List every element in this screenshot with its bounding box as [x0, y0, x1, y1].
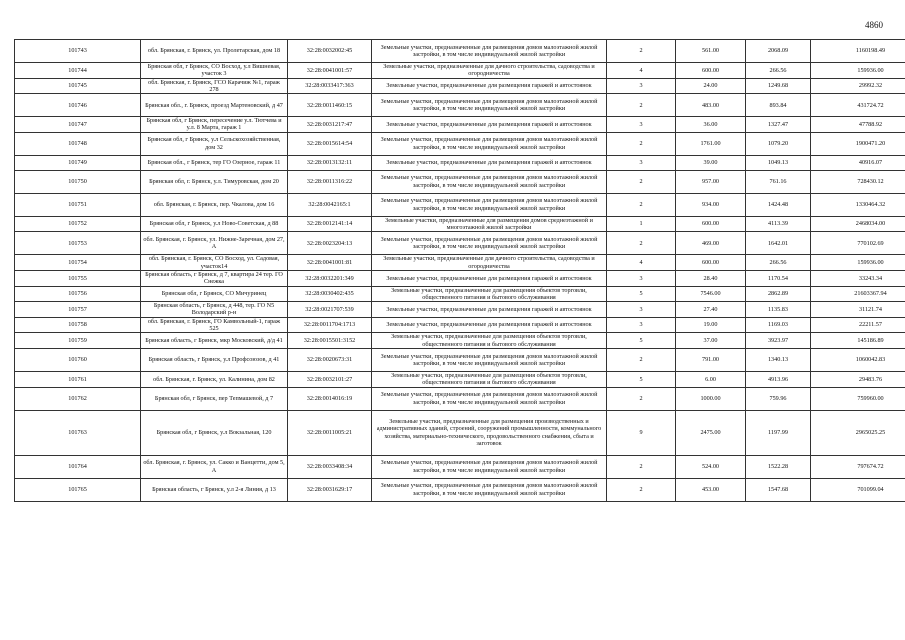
specific-value-cell: 2862.89	[746, 286, 811, 302]
area-cell: 791.00	[676, 348, 746, 371]
group-cell: 2	[607, 478, 676, 501]
area-cell: 37.00	[676, 333, 746, 349]
group-cell: 3	[607, 155, 676, 170]
address-cell: Брянская область, г Брянск, у.л Профсоюзов, д 41	[141, 348, 288, 371]
group-cell: 3	[607, 270, 676, 286]
cadastral-value-cell: 29483.76	[811, 371, 905, 387]
cadastral-value-cell: 797674.72	[811, 455, 905, 478]
specific-value-cell: 759.96	[746, 387, 811, 410]
table-row	[15, 155, 905, 170]
area-cell: 483.00	[676, 94, 746, 117]
record-id-cell: 101761	[15, 371, 141, 387]
land-use-cell: Земельные участки, предназначенные для размещения домов малоэтажной жилой застройки, в том числе индивидуальной жилой застройки	[372, 193, 607, 216]
cadastral-value-cell: 22211.57	[811, 317, 905, 333]
table-row	[15, 63, 905, 79]
cadastral-number-cell: 32:28:0013132:11	[288, 155, 372, 170]
cadastral-value-cell: 21603367.94	[811, 286, 905, 302]
land-use-cell: Земельные участки, предназначенные для дачного строительства, садоводства и огородничества	[372, 255, 607, 271]
table-row	[15, 40, 905, 63]
specific-value-cell: 2068.09	[746, 40, 811, 63]
record-id-cell: 101744	[15, 63, 141, 79]
address-cell: Брянская обл, г Брянск, у.л Сельскохозяйственная, дом 32	[141, 132, 288, 155]
table-row	[15, 317, 905, 333]
group-cell: 3	[607, 78, 676, 94]
table-row	[15, 410, 905, 455]
group-cell: 2	[607, 40, 676, 63]
group-cell: 3	[607, 302, 676, 318]
address-cell: Брянская обл, г. Брянск, у.л. Тимуровская, дом 20	[141, 170, 288, 193]
area-cell: 1761.00	[676, 132, 746, 155]
address-cell: Брянская обл., г Брянск, тер ГО Озерное, гараж 11	[141, 155, 288, 170]
cadastral-value-cell: 431724.72	[811, 94, 905, 117]
address-cell: Брянская обл, г Брянск, пер Тепмашевой, д 7	[141, 387, 288, 410]
specific-value-cell: 893.84	[746, 94, 811, 117]
specific-value-cell: 1327.47	[746, 117, 811, 133]
record-id-cell: 101755	[15, 270, 141, 286]
specific-value-cell: 266.56	[746, 255, 811, 271]
record-id-cell: 101759	[15, 333, 141, 349]
cadastral-value-table	[14, 39, 905, 502]
cadastral-number-cell: 32:28:0015614:54	[288, 132, 372, 155]
cadastral-number-cell: 32:28:0031217:47	[288, 117, 372, 133]
table-row	[15, 78, 905, 94]
area-cell: 6.00	[676, 371, 746, 387]
record-id-cell: 101758	[15, 317, 141, 333]
group-cell: 5	[607, 286, 676, 302]
land-use-cell: Земельные участки, предназначенные для размещения гаражей и автостоянок	[372, 155, 607, 170]
specific-value-cell: 1135.83	[746, 302, 811, 318]
land-use-cell: Земельные участки, предназначенные для размещения домов среднеэтажной и многоэтажной жилой застройки	[372, 216, 607, 232]
cadastral-number-cell: 32:28:0020673:31	[288, 348, 372, 371]
specific-value-cell: 1079.20	[746, 132, 811, 155]
table-row	[15, 371, 905, 387]
land-use-cell: Земельные участки, предназначенные для размещения гаражей и автостоянок	[372, 78, 607, 94]
area-cell: 36.00	[676, 117, 746, 133]
cadastral-number-cell: 32:28:0033417:363	[288, 78, 372, 94]
group-cell: 2	[607, 348, 676, 371]
cadastral-value-cell: 159936.00	[811, 255, 905, 271]
cadastral-value-cell: 2468034.00	[811, 216, 905, 232]
record-id-cell: 101745	[15, 78, 141, 94]
cadastral-value-cell: 29992.32	[811, 78, 905, 94]
specific-value-cell: 4113.39	[746, 216, 811, 232]
cadastral-number-cell: 32:28:0041001:81	[288, 255, 372, 271]
record-id-cell: 101756	[15, 286, 141, 302]
address-cell: обл. Брянская, г. Брянск, ГО Камвольный-1, гараж 525	[141, 317, 288, 333]
address-cell: обл. Брянская, г. Брянск, ГСО Карачиж №1, гараж 278	[141, 78, 288, 94]
land-use-cell: Земельные участки, предназначенные для размещения домов малоэтажной жилой застройки, в том числе индивидуальной жилой застройки	[372, 387, 607, 410]
table-row	[15, 286, 905, 302]
specific-value-cell: 1249.68	[746, 78, 811, 94]
land-use-cell: Земельные участки, предназначенные для размещения производственных и административных зданий, строений, сооружений промышленности, коммунального хозяйства, материально-технического, продовольственного снабжения, сбыта и заготовок	[372, 410, 607, 455]
cadastral-value-cell: 2965025.25	[811, 410, 905, 455]
area-cell: 2475.00	[676, 410, 746, 455]
table-row	[15, 255, 905, 271]
cadastral-value-cell: 1900471.20	[811, 132, 905, 155]
cadastral-value-cell: 701099.04	[811, 478, 905, 501]
area-cell: 39.00	[676, 155, 746, 170]
table-row	[15, 193, 905, 216]
address-cell: Брянская область, г Брянск, д 448, тер. ГО N5 Володарский р-н	[141, 302, 288, 318]
table-row	[15, 455, 905, 478]
table-row	[15, 117, 905, 133]
specific-value-cell: 1642.01	[746, 232, 811, 255]
address-cell: Брянская обл, г Брянск, СО Восход, у.л Вишневая, участок 3	[141, 63, 288, 79]
address-cell: Брянская область, г Брянск, у.л 2-я Линия, д 13	[141, 478, 288, 501]
area-cell: 453.00	[676, 478, 746, 501]
address-cell: Брянская обл., г. Брянск, проезд Мартеновский, д 47	[141, 94, 288, 117]
cadastral-value-cell: 40916.07	[811, 155, 905, 170]
table-row	[15, 216, 905, 232]
group-cell: 5	[607, 371, 676, 387]
specific-value-cell: 1522.28	[746, 455, 811, 478]
record-id-cell: 101762	[15, 387, 141, 410]
record-id-cell: 101747	[15, 117, 141, 133]
cadastral-number-cell: 32:28:0032201:349	[288, 270, 372, 286]
cadastral-value-cell: 759960.00	[811, 387, 905, 410]
land-use-cell: Земельные участки, предназначенные для размещения домов малоэтажной жилой застройки, в том числе индивидуальной жилой застройки	[372, 455, 607, 478]
cadastral-value-cell: 145186.89	[811, 333, 905, 349]
group-cell: 2	[607, 232, 676, 255]
cadastral-number-cell: 32:28:0021707:539	[288, 302, 372, 318]
table-row	[15, 170, 905, 193]
record-id-cell: 101754	[15, 255, 141, 271]
table-row	[15, 232, 905, 255]
table-row	[15, 478, 905, 501]
page-number: 4860	[865, 20, 883, 30]
cadastral-number-cell: 32:28:0023204:13	[288, 232, 372, 255]
land-use-cell: Земельные участки, предназначенные для размещения гаражей и автостоянок	[372, 302, 607, 318]
area-cell: 600.00	[676, 255, 746, 271]
cadastral-value-cell: 1330464.32	[811, 193, 905, 216]
record-id-cell: 101753	[15, 232, 141, 255]
group-cell: 2	[607, 132, 676, 155]
group-cell: 5	[607, 333, 676, 349]
cadastral-number-cell: 32:28:0033408:34	[288, 455, 372, 478]
specific-value-cell: 3923.97	[746, 333, 811, 349]
address-cell: Брянская обл, г Брянск, СО Мичуринец	[141, 286, 288, 302]
specific-value-cell: 1049.13	[746, 155, 811, 170]
group-cell: 2	[607, 170, 676, 193]
specific-value-cell: 1170.54	[746, 270, 811, 286]
cadastral-number-cell: 32:28:0032002:45	[288, 40, 372, 63]
land-use-cell: Земельные участки, предназначенные для размещения гаражей и автостоянок	[372, 317, 607, 333]
group-cell: 2	[607, 455, 676, 478]
address-cell: Брянская область, г Брянск, д 7, квартира 24 тер. ГО Снежка	[141, 270, 288, 286]
group-cell: 4	[607, 63, 676, 79]
record-id-cell: 101760	[15, 348, 141, 371]
specific-value-cell: 761.16	[746, 170, 811, 193]
record-id-cell: 101751	[15, 193, 141, 216]
table-body	[15, 40, 905, 502]
address-cell: Брянская область, г Брянск, мкр Московский, д/д 41	[141, 333, 288, 349]
cadastral-number-cell: 32:28:0015501:3152	[288, 333, 372, 349]
area-cell: 7546.00	[676, 286, 746, 302]
table-row	[15, 132, 905, 155]
address-cell: обл. Брянская, г. Брянск, ул. Пролетарская, дом 18	[141, 40, 288, 63]
land-use-cell: Земельные участки, предназначенные для размещения домов малоэтажной жилой застройки, в том числе индивидуальной жилой застройки	[372, 94, 607, 117]
area-cell: 934.00	[676, 193, 746, 216]
land-use-cell: Земельные участки, предназначенные для дачного строительства, садоводства и огородничества	[372, 63, 607, 79]
cadastral-number-cell: 32:28:0041001:57	[288, 63, 372, 79]
land-use-cell: Земельные участки, предназначенные для размещения домов малоэтажной жилой застройки, в том числе индивидуальной жилой застройки	[372, 40, 607, 63]
table-row	[15, 333, 905, 349]
cadastral-number-cell: 32:28:0030402:435	[288, 286, 372, 302]
area-cell: 524.00	[676, 455, 746, 478]
area-cell: 957.00	[676, 170, 746, 193]
land-use-cell: Земельные участки, предназначенные для размещения домов малоэтажной жилой застройки, в том числе индивидуальной жилой застройки	[372, 132, 607, 155]
cadastral-number-cell: 32:28:0011316:22	[288, 170, 372, 193]
record-id-cell: 101765	[15, 478, 141, 501]
cadastral-number-cell: 32:28:0032101:27	[288, 371, 372, 387]
land-use-cell: Земельные участки, предназначенные для размещения гаражей и автостоянок	[372, 270, 607, 286]
specific-value-cell: 1340.13	[746, 348, 811, 371]
group-cell: 2	[607, 94, 676, 117]
cadastral-number-cell: 32:28:0011005:21	[288, 410, 372, 455]
table-row	[15, 348, 905, 371]
record-id-cell: 101764	[15, 455, 141, 478]
specific-value-cell: 4913.96	[746, 371, 811, 387]
record-id-cell: 101746	[15, 94, 141, 117]
group-cell: 1	[607, 216, 676, 232]
record-id-cell: 101743	[15, 40, 141, 63]
record-id-cell: 101752	[15, 216, 141, 232]
cadastral-number-cell: 32:28:0012141:14	[288, 216, 372, 232]
cadastral-value-cell: 33243.34	[811, 270, 905, 286]
land-use-cell: Земельные участки, предназначенные для размещения объектов торговли, общественного питания и бытового обслуживания	[372, 333, 607, 349]
table-row	[15, 302, 905, 318]
land-use-cell: Земельные участки, предназначенные для размещения домов малоэтажной жилой застройки, в том числе индивидуальной жилой застройки	[372, 170, 607, 193]
address-cell: обл. Брянская, г. Брянск, ул. Нижне-Заречная, дом 27, А	[141, 232, 288, 255]
cadastral-value-cell: 1160198.49	[811, 40, 905, 63]
group-cell: 2	[607, 387, 676, 410]
record-id-cell: 101748	[15, 132, 141, 155]
cadastral-value-cell: 770102.69	[811, 232, 905, 255]
land-use-cell: Земельные участки, предназначенные для размещения гаражей и автостоянок	[372, 117, 607, 133]
cadastral-value-cell: 159936.00	[811, 63, 905, 79]
record-id-cell: 101757	[15, 302, 141, 318]
record-id-cell: 101750	[15, 170, 141, 193]
address-cell: Брянская обл, г Брянск, пересечение у.л. Тютчева и у.л. 8 Марта, гараж 1	[141, 117, 288, 133]
cadastral-value-cell: 47788.92	[811, 117, 905, 133]
cadastral-value-cell: 1060042.83	[811, 348, 905, 371]
cadastral-value-cell: 728430.12	[811, 170, 905, 193]
area-cell: 600.00	[676, 216, 746, 232]
table-row	[15, 270, 905, 286]
address-cell: обл. Брянская, г. Брянск, СО Восход, ул. Садовая, участок14	[141, 255, 288, 271]
area-cell: 469.00	[676, 232, 746, 255]
record-id-cell: 101763	[15, 410, 141, 455]
land-use-cell: Земельные участки, предназначенные для размещения объектов торговли, общественного питания и бытового обслуживания	[372, 371, 607, 387]
land-use-cell: Земельные участки, предназначенные для размещения домов малоэтажной жилой застройки, в том числе индивидуальной жилой застройки	[372, 232, 607, 255]
area-cell: 24.00	[676, 78, 746, 94]
group-cell: 9	[607, 410, 676, 455]
specific-value-cell: 1197.99	[746, 410, 811, 455]
cadastral-number-cell: 32:28:0011460:15	[288, 94, 372, 117]
record-id-cell: 101749	[15, 155, 141, 170]
cadastral-number-cell: 32:28:0014016:19	[288, 387, 372, 410]
area-cell: 19.00	[676, 317, 746, 333]
land-use-cell: Земельные участки, предназначенные для размещения домов малоэтажной жилой застройки, в том числе индивидуальной жилой застройки	[372, 478, 607, 501]
land-use-cell: Земельные участки, предназначенные для размещения объектов торговли, общественного питания и бытового обслуживания	[372, 286, 607, 302]
area-cell: 561.00	[676, 40, 746, 63]
specific-value-cell: 1547.68	[746, 478, 811, 501]
specific-value-cell: 1424.48	[746, 193, 811, 216]
specific-value-cell: 266.56	[746, 63, 811, 79]
specific-value-cell: 1169.03	[746, 317, 811, 333]
address-cell: Брянская обл, г Брянск, у.л Вокзальная, 120	[141, 410, 288, 455]
group-cell: 2	[607, 193, 676, 216]
cadastral-value-cell: 31121.74	[811, 302, 905, 318]
group-cell: 3	[607, 117, 676, 133]
address-cell: обл. Брянская, г. Брянск, ул. Сакко и Ванцетти, дом 5, А	[141, 455, 288, 478]
group-cell: 4	[607, 255, 676, 271]
cadastral-number-cell: 32:28:0042165:1	[288, 193, 372, 216]
table-row	[15, 94, 905, 117]
table-row	[15, 387, 905, 410]
area-cell: 1000.00	[676, 387, 746, 410]
group-cell: 3	[607, 317, 676, 333]
address-cell: обл. Брянская, г. Брянск, пер. Чкалова, дом 16	[141, 193, 288, 216]
area-cell: 27.40	[676, 302, 746, 318]
cadastral-number-cell: 32:28:0031629:17	[288, 478, 372, 501]
area-cell: 600.00	[676, 63, 746, 79]
address-cell: Брянская обл, г Брянск, у.л Ново-Советская, д 88	[141, 216, 288, 232]
address-cell: обл. Брянская, г. Брянск, ул. Калинина, дом 82	[141, 371, 288, 387]
area-cell: 28.40	[676, 270, 746, 286]
cadastral-number-cell: 32:28:0011704:1713	[288, 317, 372, 333]
land-use-cell: Земельные участки, предназначенные для размещения домов малоэтажной жилой застройки, в том числе индивидуальной жилой застройки	[372, 348, 607, 371]
